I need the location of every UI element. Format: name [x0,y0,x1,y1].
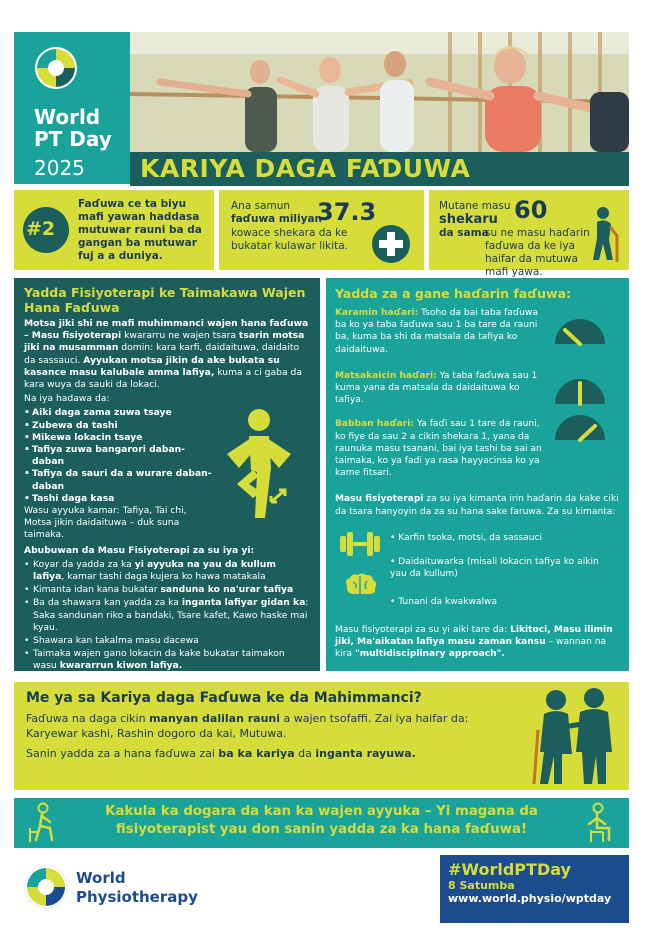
stat-age-post: su ne masu haɗarin faɗuwa da ke iya haifar da mutuwa mafi yawa. [485,227,590,278]
stat-age-number: 60 [514,196,548,224]
org-line1: World [76,869,126,887]
why-paragraph-1: Faɗuwa na daga cikin manyan dalilan rauni a wajen tsofaffi. Zai iya haifar da: Karyewar kashi, Rashin dogoro da kai, Mutuwa. [26,712,469,740]
list-item: • Zubewa da tashi [24,420,214,432]
list-item: • Shawara kan takalma masu dacewa [24,635,310,647]
list-item: • Kimanta idan kana bukatar sanduna ko na'urar tafiya [24,584,310,596]
physio-prevention-panel [14,278,320,671]
sit-to-stand-icon [26,802,62,844]
list-item: • Ba da shawara kan yadda za ka inganta lafiyar gidan ka: Saka sandunan riko a bandaki, Tsare kafet, Kawo haske mai kyau. [24,597,310,634]
chair-exercise-icon [581,802,619,844]
list-item: • Tafiya zuwa bangarori daban-daban [24,444,214,468]
risk-low: Karamin haɗari: Tsoho da bai taba faɗuwa ba ko ya taba faɗuwa sau 1 ba tare da rauni ba, kuma ba shi da matsala da tafiya ko daidaituwa. [335,308,538,355]
list-item: • Mikewa lokacin tsaye [24,432,214,444]
elderly-couple-icon [526,686,624,786]
extra-activities: Wasu ayyuka kamar: Tafiya, Tai chi, Motsa jikin daidaituwa – duk suna taimaka. [24,505,187,541]
banner-text: Kakula ka dogara da kan ka wajen ayyuka – Yi magana da fisiyoterapist yau don sanin yadda za ka hana faɗuwa! [105,804,538,837]
footer-campaign [440,855,629,923]
why-paragraph-2: Sanin yadda za a hana faɗuwa zai ba ka kariya da inganta rayuwa. [26,747,416,760]
left-intro: Motsa jiki shi ne mafi muhimmanci wajen hana faɗuwa – Masu fisiyoterapi kwararru ne wajen tsara tsarin motsa jiki na musamman domin: kara karfi, daidaituwa, daidaito da sassauci. Ayyukan motsa jikin da ake bukata su kasance masu kalubale amma lafiya, kuma a ci gaba da kara wuya da sauki da lokaci. [24,318,309,391]
list-intro: Na iya hadawa da: [24,393,110,405]
elderly-person-cane-icon [589,206,623,262]
list-item: • Taimaka wajen gano lokacin da kake bukatar taimakon wasu kwararrun kiwon lafiya. [24,648,310,672]
stat-rank-text: Faɗuwa ce ta biyu mafi yawan haddasa mutuwar rauni ba da gangan ba mutuwar fuj a a duniya. [78,198,202,262]
footer-org [14,855,434,923]
list-item: • Tafiya da sauri da a wurare daban-daban [24,468,214,492]
left-heading: Yadda Fisiyoterapi ke Taimakawa Wajen Hana Faɗuwa [24,285,306,315]
hashtag: #WorldPTDay [448,860,571,879]
logo-panel [14,32,130,184]
physio-actions-list [24,559,310,673]
call-to-action-banner [14,798,629,848]
exercise-list [24,407,214,505]
header-photo [130,32,629,152]
list-item: • Aiki daga zama zuwa tsaye [24,407,214,419]
assess-item-strength: • Karfin tsoka, motsi, da sassauci [390,533,542,543]
medical-cross-icon [371,224,411,264]
world-physiotherapy-logo-icon [24,865,68,909]
org-line2: Physiotherapy [76,888,198,906]
fall-risk-panel [326,278,629,671]
risk-medium: Matsakaicin haɗari: Ya taba faɗuwa sau 1 kuma yana da matsala da daidaituwa ko tafiya. [335,370,538,406]
risk-high: Babban haɗari: Ya faɗi sau 1 tare da rauni, ko fiye da sau 2 a cikin shekara 1, yana da raunuka masu tsanani, bai iya tashi ba sai an taimaka, ko ya fadi ya rasa hayyacinsa ko ya kame fitsari. [335,419,542,479]
assess-item-balance: • Daidaituwarka (misali lokacin tafiya ko aikin yau da kullum) [390,557,599,580]
page-title: KARIYA DAGA FAƊUWA [140,154,471,183]
stat-card-falls [219,190,424,270]
gauge-medium-icon [551,370,609,406]
balance-exercise-icon [209,406,309,526]
title-bar [130,152,629,186]
referral-text: Masu fisiyoterapi za su yi aiki tare da: Likitoci, Masu ilimin jiki, Ma'aikatan lafiya masu zaman kansu – wannan na kira "multidisciplinary approach". [335,625,613,660]
event-date: 8 Satumba [448,879,515,892]
sub-heading: Abubuwan da Masu Fisiyoterapi za su iya yi: [24,544,255,556]
logo-line2: PT Day [34,127,112,151]
gauge-high-icon [551,406,609,442]
stat-card-age [429,190,629,278]
stat-rank-number: #2 [26,218,56,240]
dumbbell-icon [338,530,382,558]
assess-item-cognition: • Tunani da kwakwalwa [390,597,498,607]
stat-falls-pre: Ana samun [231,200,291,212]
stat-age-bold2: da sama [439,227,489,239]
gauge-low-icon [551,310,609,346]
brain-icon [344,572,378,598]
stat-falls-bold: faɗuwa miliyan [231,213,323,225]
stat-falls-post: kowace shekara da ke bukatar kulawar likita. [231,227,349,252]
world-pt-day-logo-icon [34,46,78,90]
stat-falls-number: 37.3 [317,198,377,226]
list-item: • Koyar da yadda za ka yi ayyuka na yau da kullum lafiya, kamar tashi daga kujera ko hawa matakala [24,559,310,583]
logo-line1: World [34,105,101,129]
why-it-matters-panel [14,682,629,790]
campaign-url[interactable]: www.world.physio/wptday [448,892,612,905]
assess-text: Masu fisiyoterapi za su iya kimanta irin haɗarin da kake ciki da tsara hanyoyin da za su hana sake faruwa. Za su kimanta: [335,494,619,517]
stat-age-pre: Mutane masu [439,200,511,212]
stat-age-bold1: shekaru [439,212,498,227]
list-item: • Tashi daga kasa [24,493,214,505]
stat-card-rank [14,190,214,270]
right-heading: Yadda za a gane haɗarin faɗuwa: [335,286,572,301]
why-heading: Me ya sa Kariya daga Faɗuwa ke da Mahimmanci? [26,690,422,706]
logo-year: 2025 [34,156,85,180]
